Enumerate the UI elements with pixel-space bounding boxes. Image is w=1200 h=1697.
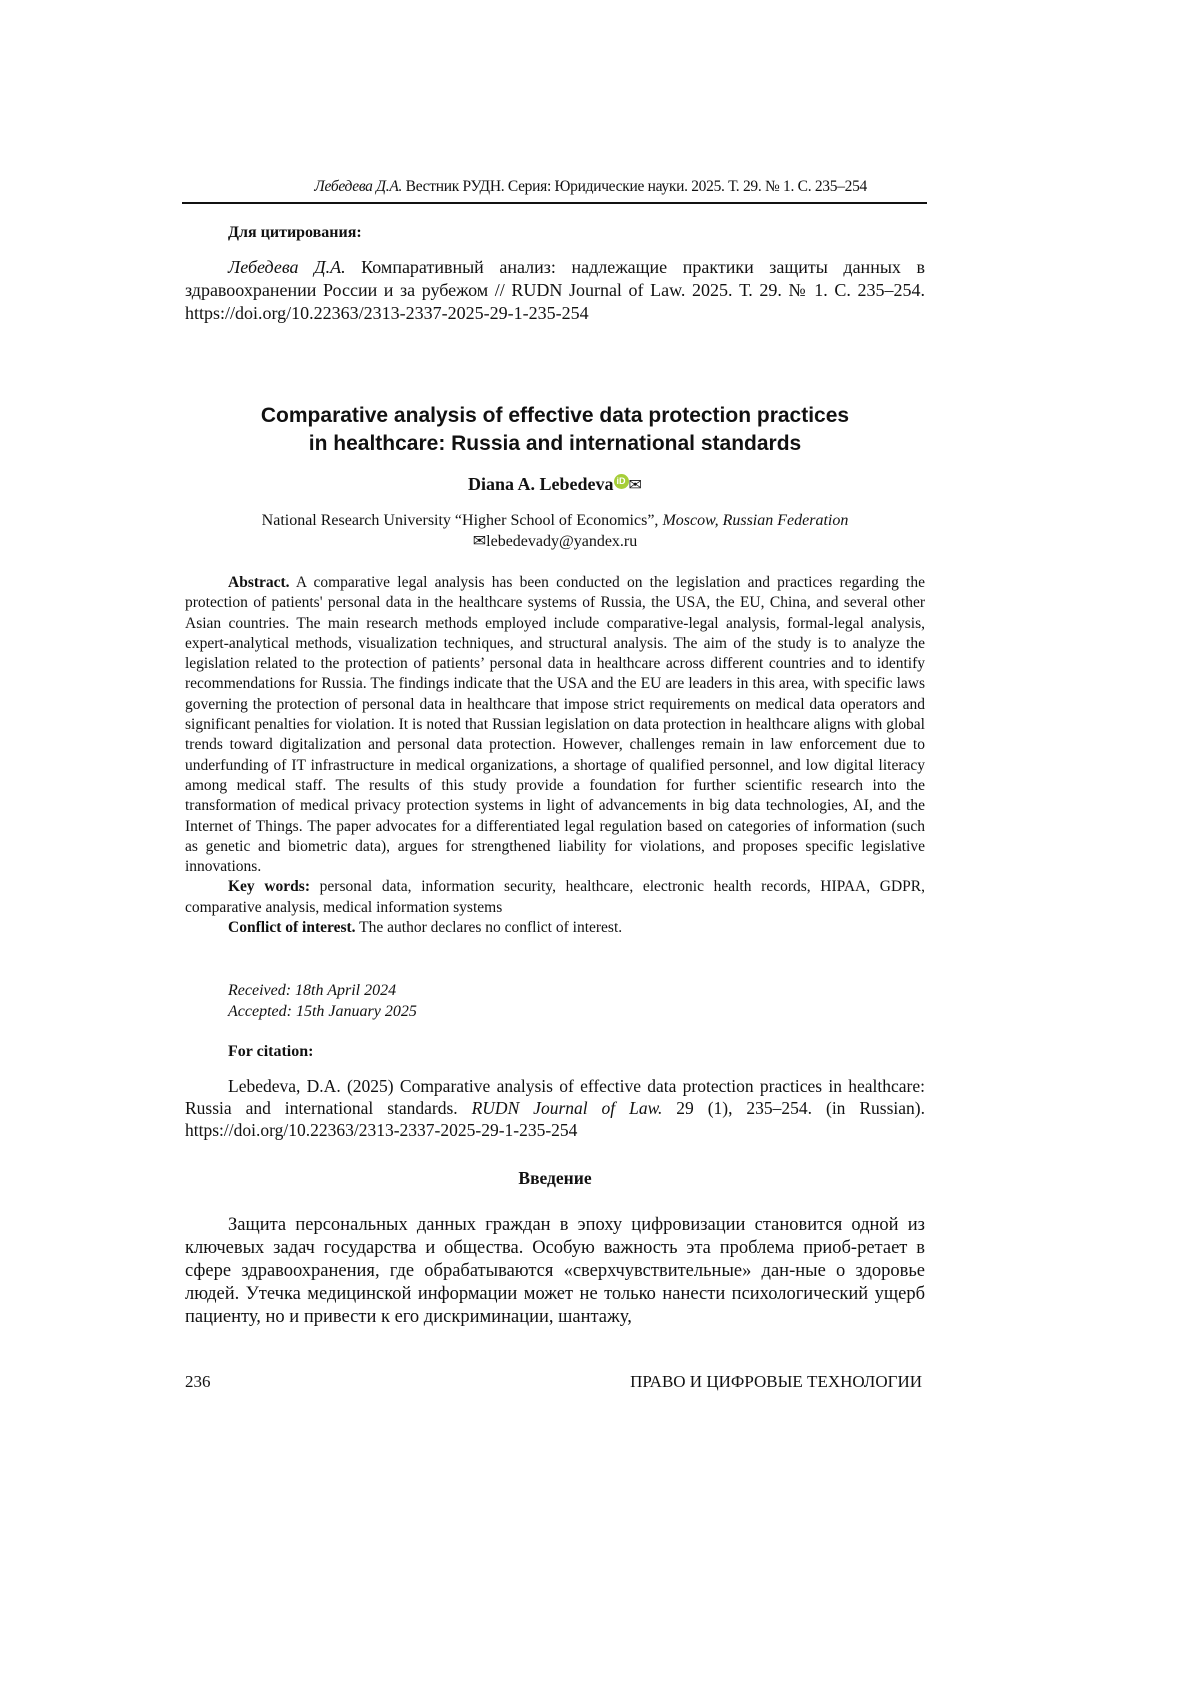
intro-paragraph: Защита персональных данных граждан в эпоху цифровизации становится одной из ключевых задач государства и общества. Особую важность эта проблема приоб-ретает в сфере здравоохранения, где обрабатываются «сверхчувствительные» дан-ные о здоровье людей. Утечка медицинской информации может не только нанести психологический ущерб пациенту, но и привести к его дискриминации, шантажу, <box>185 1215 925 1327</box>
conflict-of-interest: Conflict of interest. The author declares no conflict of interest. <box>228 919 623 937</box>
author-line: Diana A. Lebedeva iD ✉ <box>468 474 642 494</box>
header-rule <box>182 202 927 204</box>
affiliation: National Research University “Higher School of Economics”, Moscow, Russian Federation ✉lebedevady@yandex.ru <box>261 512 849 550</box>
envelope-icon: ✉ <box>628 477 642 494</box>
citation-en: Lebedeva, D.A. (2025) Comparative analysis of effective data protection practices in healthcare: Russia and international standards. RUDN Journal of Law. 29 (1), 235–254. (in Russian). https://doi.org/10.22363/2313-2337-2025-29-1-235-254 <box>185 1076 925 1140</box>
orcid-icon[interactable]: iD <box>614 474 629 489</box>
citation-ru: Лебедева Д.А. Компаративный анализ: надлежащие практики защиты данных в здравоохранении России и за рубежом // RUDN Journal of Law. 2025. Т. 29. № 1. С. 235–254. https://doi.org/10.22363/2313-2337-2025-29-1-235-254 <box>185 257 925 323</box>
section-footer: ПРАВО И ЦИФРОВЫЕ ТЕХНОЛОГИИ <box>630 1372 922 1391</box>
section-heading: Введение <box>518 1168 592 1188</box>
citation-en-heading: For citation: <box>228 1043 314 1060</box>
article-title: Comparative analysis of effective data protection practices in healthcare: Russia and international standards <box>260 404 850 455</box>
abstract: Abstract. A comparative legal analysis has been conducted on the legislation and practices regarding the protection of patients' personal data in the healthcare systems of Russia, the USA, the EU, China, and several other Asian countries. The main research methods employed include comparative-legal analysis, formal-legal analysis, expert-analytical methods, visualization techniques, and structural analysis. The aim of the study is to analyze the legislation related to the protection of patients’ personal data in healthcare across different countries and to identify recommendations for Russia. The findings indicate that the USA and the EU are leaders in this area, with specific laws governing the protection of personal data in healthcare that impose strict requirements on medical data operators and significant penalties for violation. It is noted that Russian legislation on data protection in healthcare aligns with global trends toward digitalization and personal data protection. However, challenges remain in law enforcement due to underfunding of IT infrastructure in medical organizations, a shortage of qualified personnel, and low digital literacy among medical staff. The results of this study provide a foundation for further scientific research into the transformation of medical privacy protection systems in light of advancements in big data technologies, AI, and the Internet of Things. The paper advocates for a differentiated legal regulation based on categories of information (such as genetic and biometric data), argues for strengthened liability for violations, and proposes specific legislative innovations. Key words: personal data, information security, healthcare, electronic health records, HIPAA, GDPR, comparative analysis, medical information systems Conflict of interest. The author declares no conflict of interest. <box>185 573 925 938</box>
keywords: Key words: personal data, information security, healthcare, electronic health records, HIPAA, GDPR, comparative analysis, medical information systems <box>185 878 926 916</box>
dates: Received: 18th April 2024 Accepted: 15th January 2025 <box>228 982 417 1020</box>
running-header: Лебедева Д.А. Вестник РУДН. Серия: Юридические науки. 2025. Т. 29. № 1. С. 235–254 <box>314 178 867 195</box>
page-number: 236 <box>185 1372 211 1391</box>
envelope-icon: ✉ <box>472 533 487 550</box>
citation-ru-heading: Для цитирования: <box>228 224 362 241</box>
author-email[interactable]: lebedevady@yandex.ru <box>486 533 638 550</box>
